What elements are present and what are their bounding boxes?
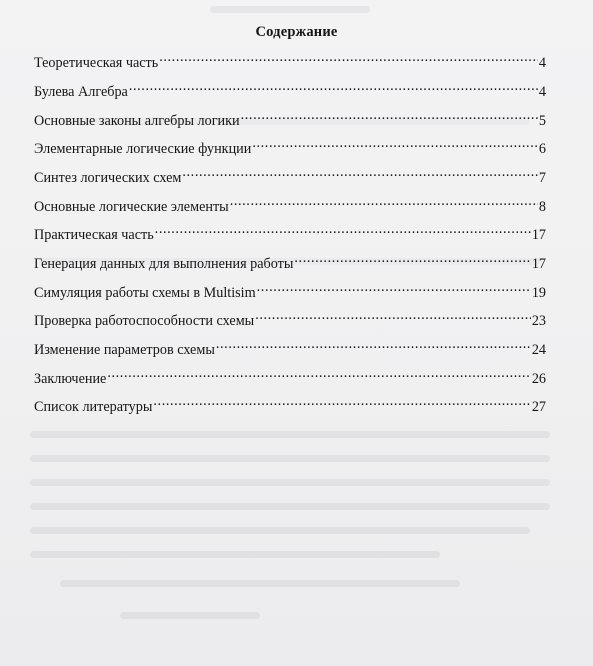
toc-entry-page: 17 [531, 227, 546, 244]
toc-leader-dots [294, 254, 530, 268]
toc-leader-dots [153, 397, 530, 411]
toc-entry-label: Изменение параметров схемы [34, 342, 215, 359]
toc-entry-label: Заключение [34, 370, 107, 387]
toc-entry-page: 4 [538, 83, 546, 100]
toc-leader-dots [216, 340, 531, 354]
toc-entry-label: Проверка работоспособности схемы [34, 313, 255, 330]
toc-entry [34, 311, 546, 340]
toc-leader-dots [159, 53, 538, 67]
toc-entry-label: Основные логические элементы [34, 198, 229, 215]
toc-entry [34, 168, 546, 197]
toc-entry-page: 23 [531, 313, 546, 330]
toc-leader-dots [230, 196, 538, 210]
toc-leader-dots [107, 369, 530, 383]
toc-entry [34, 397, 546, 426]
toc-entry-page: 27 [531, 399, 546, 416]
page-title: Содержание [255, 24, 338, 40]
table-of-contents [34, 53, 546, 426]
toc-entry [34, 283, 546, 312]
toc-entry-label: Практическая часть [34, 227, 154, 244]
toc-leader-dots [241, 110, 538, 124]
toc-leader-dots [255, 311, 531, 325]
toc-entry-page: 26 [531, 370, 546, 387]
toc-leader-dots [257, 283, 531, 297]
toc-entry [34, 340, 546, 369]
toc-entry [34, 196, 546, 225]
toc-entry-page: 7 [538, 169, 546, 186]
toc-entry [34, 53, 546, 82]
toc-entry-label: Булева Алгебра [34, 83, 128, 100]
toc-entry-page: 24 [531, 342, 546, 359]
toc-entry-label: Основные законы алгебры логики [34, 112, 240, 129]
toc-entry-label: Симуляция работы схемы в Multisim [34, 284, 256, 301]
toc-entry-page: 4 [538, 55, 546, 72]
toc-leader-dots [182, 168, 538, 182]
toc-entry-page: 5 [538, 112, 546, 129]
toc-entry-label: Синтез логических схем [34, 169, 182, 186]
toc-entry-page: 6 [538, 141, 546, 158]
toc-entry [34, 82, 546, 111]
toc-leader-dots [252, 139, 538, 153]
toc-entry-page: 8 [538, 198, 546, 215]
toc-entry [34, 369, 546, 398]
toc-leader-dots [155, 225, 531, 239]
toc-entry [34, 139, 546, 168]
toc-entry-page: 19 [531, 284, 546, 301]
toc-entry-label: Генерация данных для выполнения работы [34, 256, 294, 272]
toc-entry [34, 225, 546, 254]
toc-entry-label: Элементарные логические функции [34, 141, 252, 158]
toc-leader-dots [129, 82, 538, 96]
toc-entry-label: Список литературы [34, 399, 153, 416]
toc-entry [34, 254, 546, 283]
toc-entry-label: Теоретическая часть [34, 55, 159, 72]
toc-entry-page: 17 [531, 256, 546, 272]
toc-entry [34, 110, 546, 139]
